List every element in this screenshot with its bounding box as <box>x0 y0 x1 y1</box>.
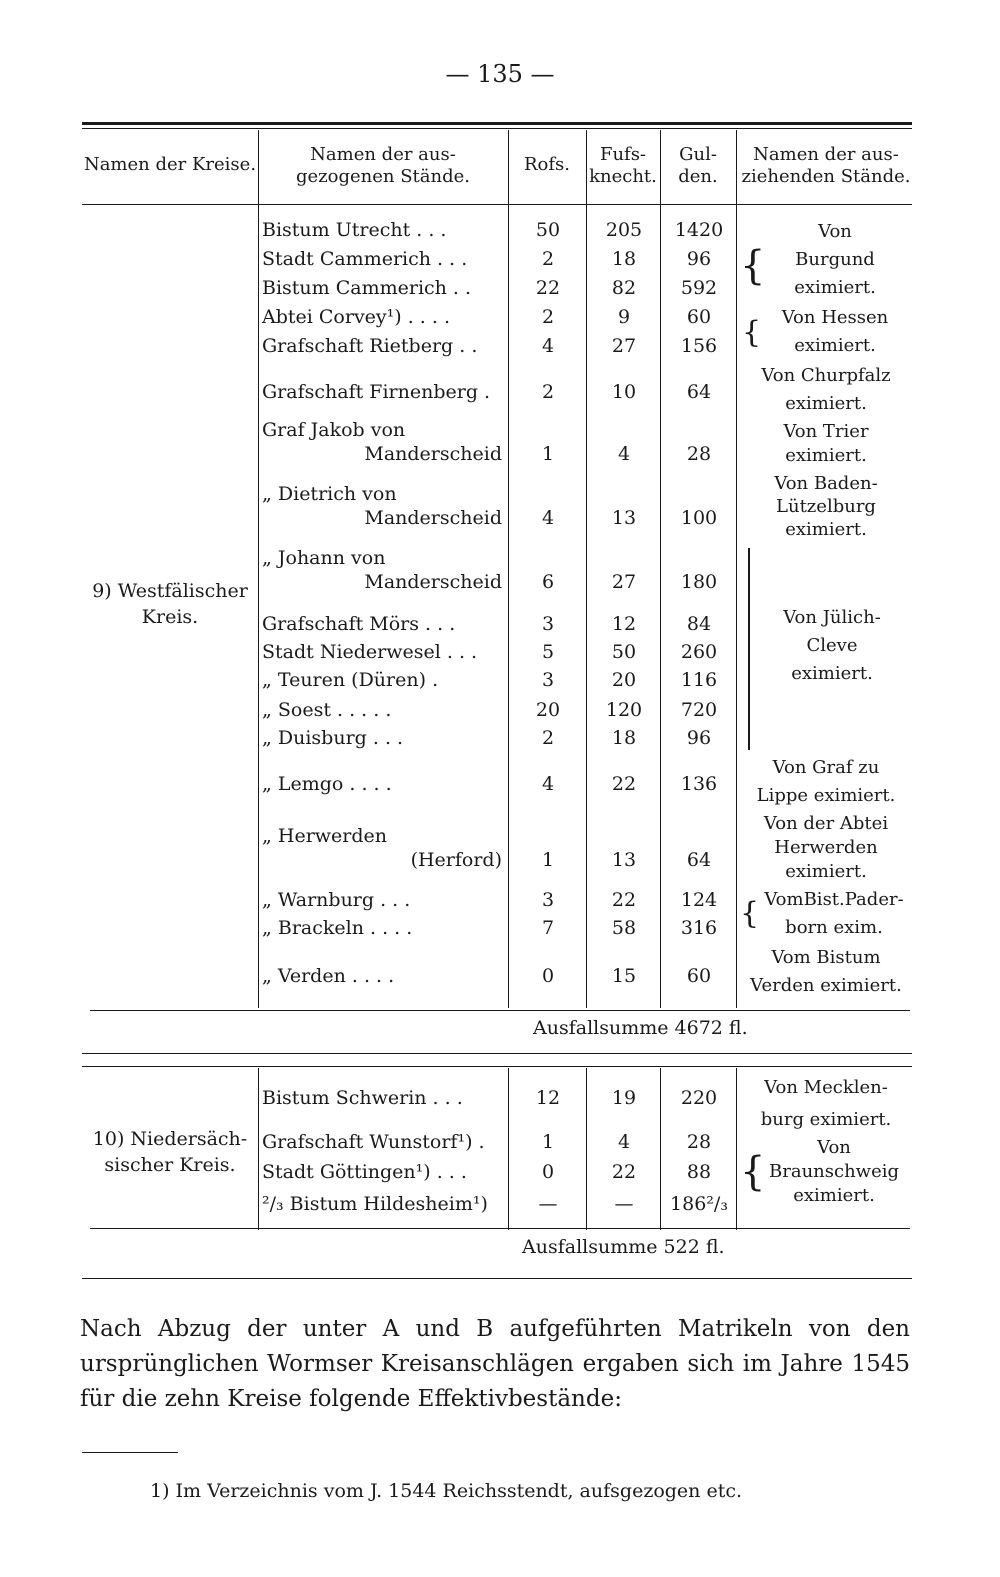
gulden-value: 96 <box>686 248 712 270</box>
gulden-value: 64 <box>686 381 712 403</box>
stand-name: „ Johann von <box>262 547 386 569</box>
bracket-line <box>748 548 750 750</box>
gulden-value: 28 <box>686 443 712 465</box>
ross-value: 3 <box>541 669 555 691</box>
note-paderborn: VomBist.Pader- born exim. <box>764 889 904 938</box>
gulden-value: 60 <box>686 306 712 328</box>
fussknecht-value: 4 <box>617 1131 631 1153</box>
fussknecht-value: 13 <box>611 507 637 529</box>
col-divider <box>508 130 509 1008</box>
top-rule-thin <box>82 128 912 129</box>
fussknecht-value: 120 <box>605 699 643 721</box>
header-kreise: Namen der Kreise. <box>83 154 257 175</box>
sum-niedersaechsisch: Ausfallsumme 522 fl. <box>522 1236 725 1258</box>
note-lippe: Von Graf zu Lippe eximiert. <box>756 757 896 806</box>
gulden-value: 260 <box>680 641 718 663</box>
fussknecht-value: 50 <box>611 641 637 663</box>
ross-value: 7 <box>541 917 555 939</box>
note-trier: Von Trier eximiert. <box>783 421 869 466</box>
ross-value: 5 <box>541 641 555 663</box>
stand-name: ²/₃ Bistum Hildesheim¹) <box>262 1193 488 1215</box>
fussknecht-value: 82 <box>611 277 637 299</box>
fussknecht-value: 10 <box>611 381 637 403</box>
section-rule <box>82 1066 912 1067</box>
ross-value: 2 <box>541 306 555 328</box>
fussknecht-value: 22 <box>611 773 637 795</box>
ross-value: 12 <box>535 1087 561 1109</box>
header-fussknecht: Fufs- knecht. <box>589 144 657 187</box>
fussknecht-value: 27 <box>611 571 637 593</box>
ross-value: — <box>538 1193 558 1215</box>
ross-value: 22 <box>535 277 561 299</box>
note-verden: Vom Bistum Verden eximiert. <box>750 947 902 996</box>
ross-value: 0 <box>541 1161 555 1183</box>
stand-name: „ Brackeln . . . . <box>262 917 413 939</box>
stand-name: Graf Jakob von <box>262 419 406 441</box>
section-rule <box>82 1278 912 1279</box>
ross-value: 2 <box>541 381 555 403</box>
gulden-value: 136 <box>680 773 718 795</box>
fussknecht-value: 18 <box>611 248 637 270</box>
note-baden: Von Baden- Lützelburg eximiert. <box>774 473 878 540</box>
gulden-value: 720 <box>680 699 718 721</box>
gulden-value: 316 <box>680 917 718 939</box>
ross-value: 6 <box>541 571 555 593</box>
brace-icon: { <box>740 896 760 931</box>
stand-name: Bistum Cammerich . . <box>262 277 472 299</box>
fussknecht-value: 19 <box>611 1087 637 1109</box>
header-ausziehenden: Namen der aus- ziehenden Stände. <box>741 144 911 187</box>
stand-name-cont: Manderscheid <box>364 443 502 465</box>
fussknecht-value: 18 <box>611 727 637 749</box>
ross-value: 4 <box>541 773 555 795</box>
kreis-label-westfaelisch: 9) Westfälischer Kreis. <box>92 580 248 628</box>
gulden-value: 64 <box>686 849 712 871</box>
header-gulden: Gul- den. <box>678 144 718 187</box>
gulden-value: 28 <box>686 1131 712 1153</box>
footnote: 1) Im Verzeichnis vom J. 1544 Reichsstendt, aufsgezogen etc. <box>150 1480 743 1502</box>
section-rule <box>82 1053 912 1054</box>
note-herwerden: Von der Abtei Herwerden eximiert. <box>763 813 889 882</box>
gulden-value: 592 <box>680 277 718 299</box>
brace-icon: { <box>740 243 766 289</box>
fussknecht-value: 12 <box>611 613 637 635</box>
gulden-value: 88 <box>686 1161 712 1183</box>
body-paragraph: Nach Abzug der unter A und B aufgeführten Matrikeln von den ursprünglichen Wormser Kreisanschlägen ergaben sich im Jahre 1545 für die zehn Kreise folgende Effektivbestände: <box>80 1316 910 1412</box>
gulden-value: 124 <box>680 889 718 911</box>
gulden-value: 116 <box>680 669 718 691</box>
stand-name: „ Lemgo . . . . <box>262 773 392 795</box>
stand-name: Stadt Niederwesel . . . <box>262 641 478 663</box>
col-divider <box>586 1068 587 1230</box>
fussknecht-value: 22 <box>611 889 637 911</box>
ross-value: 3 <box>541 889 555 911</box>
stand-name: Abtei Corvey¹) . . . . <box>262 306 450 328</box>
stand-name: „ Teuren (Düren) . <box>262 669 439 691</box>
stand-name: Stadt Göttingen¹) . . . <box>262 1161 467 1183</box>
gulden-value: 186²/₃ <box>670 1193 728 1215</box>
note-mecklenburg: Von Mecklen- burg eximiert. <box>760 1077 892 1130</box>
col-divider <box>508 1068 509 1230</box>
stand-name-cont: Manderscheid <box>364 507 502 529</box>
gulden-value: 220 <box>680 1087 718 1109</box>
stand-name: Grafschaft Firnenberg . <box>262 381 491 403</box>
col-divider <box>660 130 661 1008</box>
stand-name-cont: Manderscheid <box>364 571 502 593</box>
ross-value: 4 <box>541 507 555 529</box>
fussknecht-value: 27 <box>611 335 637 357</box>
gulden-value: 84 <box>686 613 712 635</box>
ross-value: 50 <box>535 219 561 241</box>
top-rule <box>82 122 912 125</box>
stand-name: „ Dietrich von <box>262 483 397 505</box>
gulden-value: 60 <box>686 965 712 987</box>
gulden-value: 156 <box>680 335 718 357</box>
header-ausgezogenen: Namen der aus- gezogenen Stände. <box>295 144 470 187</box>
stand-name: Grafschaft Wunstorf¹) . <box>262 1131 485 1153</box>
footnote-rule <box>82 1452 178 1453</box>
fussknecht-value: 205 <box>605 219 643 241</box>
fussknecht-value: 13 <box>611 849 637 871</box>
stand-name: „ Duisburg . . . <box>262 727 404 749</box>
note-hessen: Von Hessen eximiert. <box>781 307 889 356</box>
col-divider <box>258 130 259 1008</box>
stand-name: „ Soest . . . . . <box>262 699 392 721</box>
stand-name: „ Verden . . . . <box>262 965 395 987</box>
brace-icon: { <box>742 315 762 350</box>
fussknecht-value: 4 <box>617 443 631 465</box>
col-divider <box>258 1068 259 1230</box>
brace-icon: { <box>740 1149 766 1195</box>
stand-name: Stadt Cammerich . . . <box>262 248 468 270</box>
gulden-value: 96 <box>686 727 712 749</box>
note-juelich: Von Jülich- Cleve eximiert. <box>783 607 881 684</box>
fussknecht-value: 15 <box>611 965 637 987</box>
header-ross: Rofs. <box>523 154 570 175</box>
col-divider <box>586 130 587 1008</box>
stand-name: Bistum Schwerin . . . <box>262 1087 463 1109</box>
note-churpfalz: Von Churpfalz eximiert. <box>761 365 891 414</box>
ross-value: 1 <box>541 443 555 465</box>
gulden-value: 180 <box>680 571 718 593</box>
ross-value: 2 <box>541 248 555 270</box>
fussknecht-value: 58 <box>611 917 637 939</box>
fussknecht-value: 22 <box>611 1161 637 1183</box>
fussknecht-value: 9 <box>617 306 631 328</box>
stand-name: Grafschaft Rietberg . . <box>262 335 478 357</box>
ross-value: 1 <box>541 849 555 871</box>
stand-name: Bistum Utrecht . . . <box>262 219 447 241</box>
stand-name: „ Herwerden <box>262 825 388 847</box>
fussknecht-value: 20 <box>611 669 637 691</box>
ross-value: 2 <box>541 727 555 749</box>
ross-value: 0 <box>541 965 555 987</box>
sum-westfaelisch: Ausfallsumme 4672 fl. <box>533 1017 748 1039</box>
sum-rule <box>90 1228 910 1229</box>
note-burgund: Von Burgund eximiert. <box>794 221 876 298</box>
stand-name-cont: (Herford) <box>410 849 502 871</box>
gulden-value: 1420 <box>674 219 724 241</box>
col-divider <box>660 1068 661 1230</box>
header-rule <box>82 204 912 205</box>
note-braunschweig: Von Braunschweig eximiert. <box>769 1137 899 1206</box>
sum-rule <box>90 1010 910 1011</box>
ross-value: 20 <box>535 699 561 721</box>
gulden-value: 100 <box>680 507 718 529</box>
stand-name: „ Warnburg . . . <box>262 889 411 911</box>
kreis-label-niedersaechsisch: 10) Niedersäch- sischer Kreis. <box>92 1128 248 1176</box>
ross-value: 3 <box>541 613 555 635</box>
stand-name: Grafschaft Mörs . . . <box>262 613 456 635</box>
ross-value: 4 <box>541 335 555 357</box>
page-number: — 135 — <box>445 60 555 88</box>
ross-value: 1 <box>541 1131 555 1153</box>
fussknecht-value: — <box>614 1193 634 1215</box>
